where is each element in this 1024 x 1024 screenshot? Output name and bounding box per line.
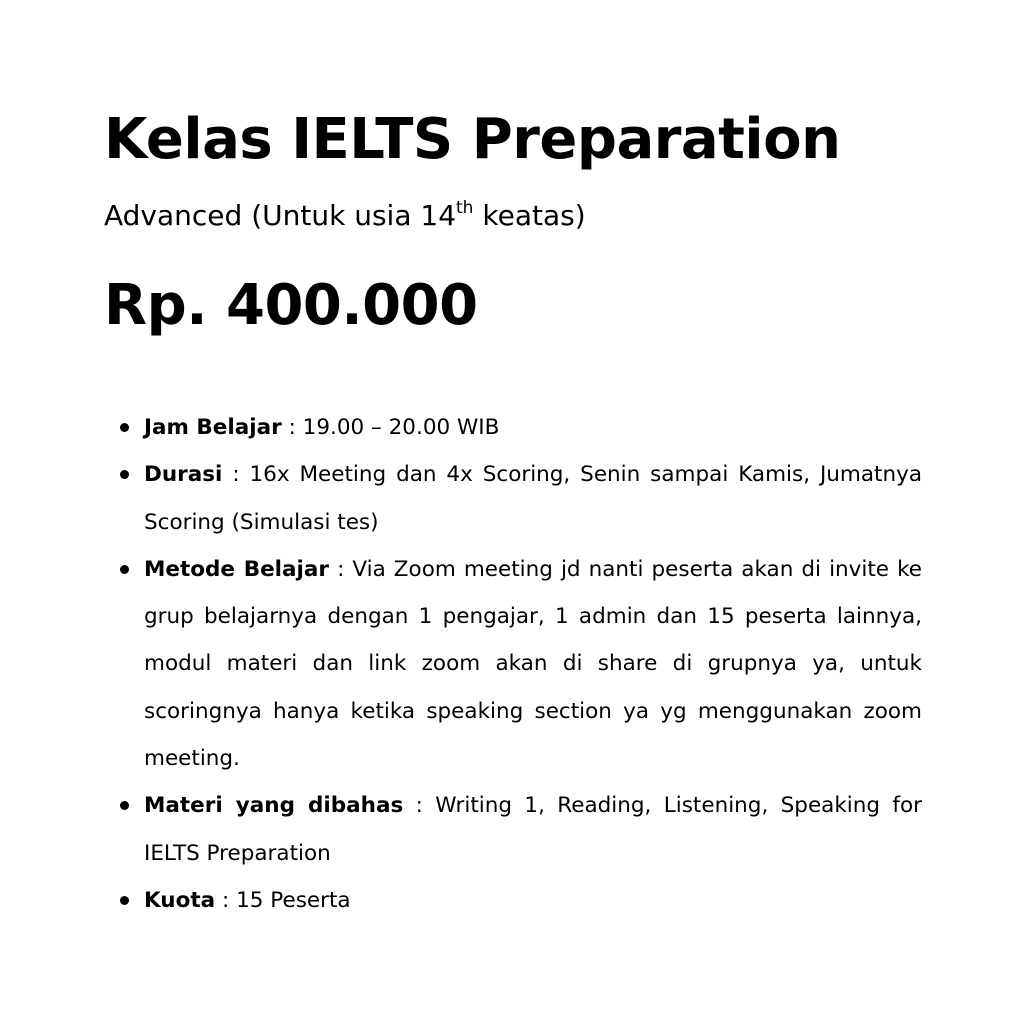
detail-text: Via Zoom meeting jd nanti peserta akan di invite ke grup belajarnya dengan 1 pengajar, 1 admin dan 15 peserta lainnya, modul materi dan link zoom akan di share di grupnya ya, untuk scoringnya hanya ketika speaking section ya yg menggunakan zoom meeting. [144, 556, 922, 772]
page-title: Kelas IELTS Preparation [104, 107, 841, 172]
bullet-icon [120, 801, 129, 810]
detail-item-kuota [104, 877, 922, 924]
detail-label: Durasi [144, 462, 223, 488]
subtitle-text: Advanced (Untuk usia 14 [104, 199, 457, 232]
ordinal-suffix: th [456, 197, 474, 218]
detail-text: 19.00 – 20.00 WIB [302, 415, 500, 440]
class-level-subtitle [104, 196, 586, 236]
detail-label: Materi yang dibahas [144, 793, 404, 819]
detail-text: 15 Peserta [236, 887, 351, 913]
bullet-icon [120, 470, 129, 479]
detail-text: Writing 1, Reading, Listening, Speaking for IELTS Preparation [144, 793, 922, 866]
detail-label: Metode Belajar [144, 556, 330, 582]
detail-item-durasi [104, 451, 922, 546]
detail-separator: : [215, 887, 237, 913]
bullet-icon [120, 565, 129, 574]
detail-label: Kuota [144, 887, 216, 913]
subtitle-text-end: keatas) [473, 199, 586, 232]
detail-separator: : [222, 462, 250, 488]
detail-item-materi [104, 782, 922, 877]
detail-separator: : [329, 556, 353, 582]
detail-separator: : [281, 415, 303, 440]
detail-label: Jam Belajar [144, 415, 282, 440]
bullet-icon [120, 896, 129, 905]
detail-separator: : [403, 793, 436, 819]
bullet-icon [120, 423, 129, 432]
detail-item-metode-belajar [104, 546, 922, 782]
detail-text: 16x Meeting dan 4x Scoring, Senin sampai Kamis, Jumatnya Scoring (Simulasi tes) [144, 462, 922, 535]
price-label: Rp. 400.000 [104, 273, 478, 338]
class-info-card [104, 0, 922, 1024]
class-details-list [104, 404, 922, 924]
detail-item-jam-belajar [104, 404, 922, 451]
